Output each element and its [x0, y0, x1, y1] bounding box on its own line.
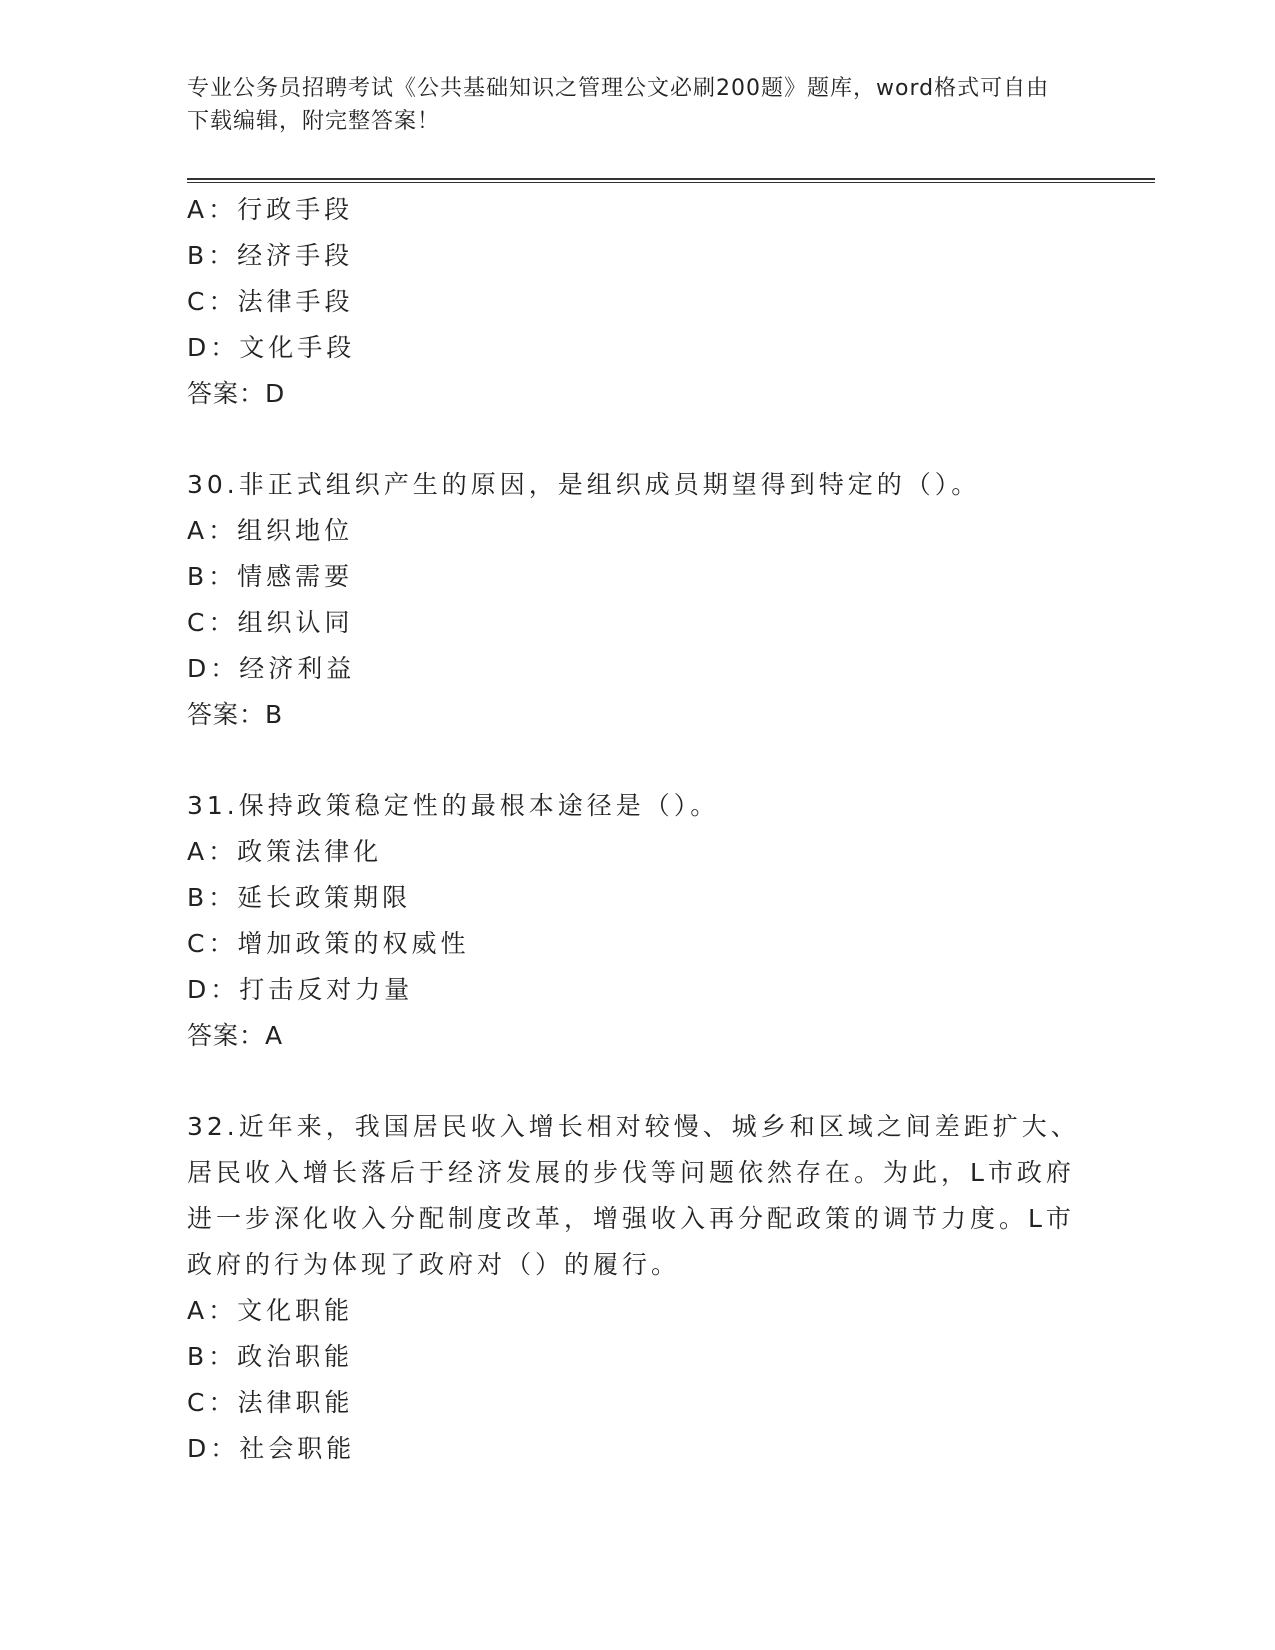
header-divider [187, 178, 1155, 183]
question-block-32 [187, 1104, 1087, 1472]
option-c: C：组织认同 [187, 608, 354, 637]
answer: 答案：A [187, 1021, 284, 1050]
answer: 答案：B [187, 700, 284, 729]
question-text: 30.非正式组织产生的原因，是组织成员期望得到特定的（）。 [187, 470, 981, 499]
question-text: 31.保持政策稳定性的最根本途径是（）。 [187, 791, 720, 820]
option-d: D：文化手段 [187, 333, 356, 362]
spacer [187, 417, 1087, 462]
option-b: B：情感需要 [187, 562, 354, 591]
option-b: B：延长政策期限 [187, 883, 412, 912]
question-text: 32.近年来，我国居民收入增长相对较慢、城乡和区域之间差距扩大、居民收入增长落后于经济发展的步伐等问题依然存在。为此，L市政府进一步深化收入分配制度改革，增强收入再分配政策的调节力度。L市政府的行为体现了政府对（）的履行。 [187, 1112, 1080, 1279]
document-body [187, 187, 1087, 1472]
spacer [187, 1059, 1087, 1104]
option-d: D：打击反对力量 [187, 975, 414, 1004]
option-c: C：法律职能 [187, 1388, 354, 1417]
spacer [187, 738, 1087, 783]
option-d: D：经济利益 [187, 654, 356, 683]
question-block-29 [187, 187, 1087, 417]
option-a: A：政策法律化 [187, 837, 383, 866]
option-b: B：经济手段 [187, 241, 354, 270]
option-c: C：法律手段 [187, 287, 354, 316]
option-a: A：文化职能 [187, 1296, 354, 1325]
answer: 答案：D [187, 379, 286, 408]
page-header: 专业公务员招聘考试《公共基础知识之管理公文必刷200题》题库，word格式可自由下载编辑，附完整答案！ [187, 76, 1050, 134]
question-block-31 [187, 783, 1087, 1059]
option-a: A：组织地位 [187, 516, 354, 545]
option-b: B：政治职能 [187, 1342, 354, 1371]
option-a: A：行政手段 [187, 195, 354, 224]
option-c: C：增加政策的权威性 [187, 929, 470, 958]
option-d: D：社会职能 [187, 1434, 356, 1463]
question-block-30 [187, 462, 1087, 738]
